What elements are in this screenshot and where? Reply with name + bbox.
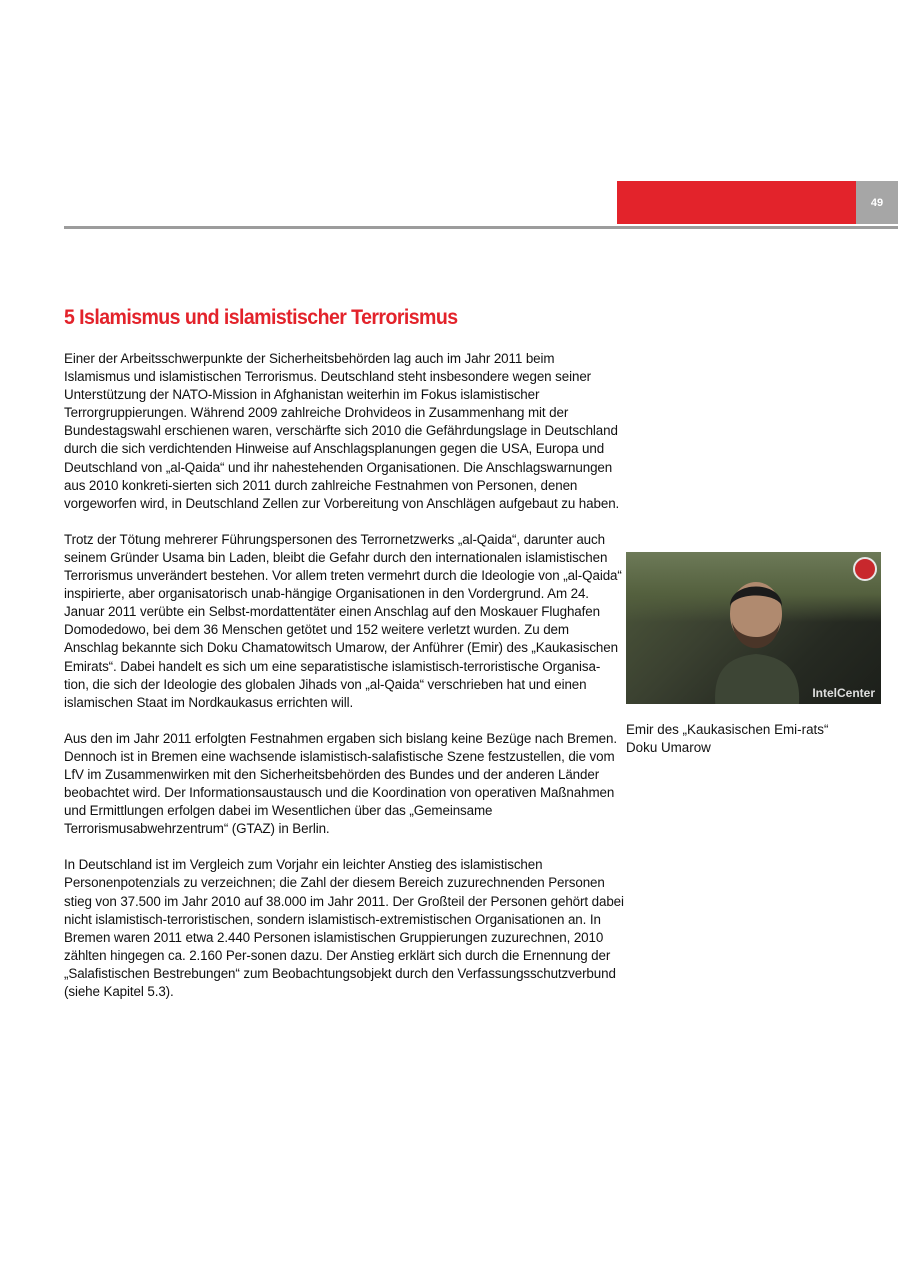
paragraph-2: Trotz der Tötung mehrerer Führungspersonen des Terrornetzwerks „al-Qaida“, darunter auch seinem Gründer Usama bin Laden, bleibt die Gefahr durch den internationalen islamistischen Terrorismus unverändert bestehen. Vor allem treten vermehrt durch die Ideologie von „al-Qaida“ inspirierte, aber organisatorisch unab-hängige Organisationen in den Vordergrund. Am 24. Januar 2011 verübte ein Selbst-mordattentäter einen Anschlag auf den Moskauer Flughafen Domodedowo, bei dem 36 Menschen getötet und 152 weitere verletzt wurden. Zu dem Anschlag bekannte sich Doku Chamatowitsch Umarow, der Anführer (Emir) des „Kaukasischen Emirats“. Dabei handelt es sich um eine separatistische islamistisch-terroristische Organisa-tion, die sich der Ideologie des globalen Jihads von „al-Qaida“ verschrieben hat und einen islamischen Staat im Nordkaukasus errichten will. — [64, 531, 622, 710]
paragraph-4: In Deutschland ist im Vergleich zum Vorjahr ein leichter Anstieg des islamistischen Personenpotenzials zu verzeichnen; die Zahl der diesem Bereich zuzurechnenden Personen stieg von 37.500 im Jahr 2010 auf 38.000 im Jahr 2011. Der Großteil der Personen gehört dabei nicht islamistisch-terroristischen, sondern islamistisch-extremistischen Organisationen an. In Bremen waren 2011 etwa 2.440 Personen islamistischen Gruppierungen zuzurechnen, 2010 zählten hingegen ca. 2.160 Per-sonen dazu. Der Anstieg erklärt sich durch die Ernennung der „Salafistischen Bestrebungen“ zum Beobachtungsobjekt durch den Verfassungsschutzverbund (siehe Kapitel 5.3). — [64, 857, 624, 999]
person-figure — [696, 562, 816, 704]
header-accent-bar — [617, 181, 856, 224]
photo-caption: Emir des „Kaukasischen Emi-rats“ Doku Umarow — [626, 722, 829, 755]
photo-watermark: IntelCenter — [812, 686, 875, 700]
page-number: 49 — [856, 181, 898, 224]
intelcenter-logo-icon — [853, 557, 877, 581]
paragraph-3: Aus den im Jahr 2011 erfolgten Festnahmen ergaben sich bislang keine Bezüge nach Bremen. Dennoch ist in Bremen eine wachsende islamistisch-salafistische Szene festzustellen, die vom LfV im Zusammenwirken mit den Sicherheitsbehörden des Bundes und der anderen Länder beobachtet wird. Der Informationsaustausch und die Koordination von operativen Maßnahmen und Ermittlungen erfolgen dabei im Wesentlichen über das „Gemeinsame Terrorismusabwehrzentrum“ (GTAZ) in Berlin. — [64, 730, 617, 837]
paragraph-1: Einer der Arbeitsschwerpunkte der Sicherheitsbehörden lag auch im Jahr 2011 beim Islamismus und islamistischen Terrorismus. Deutschland steht insbesondere wegen seiner Unterstützung der NATO-Mission in Afghanistan weiterhin im Fokus islamistischer Terrorgruppierungen. Während 2009 zahlreiche Drohvideos in Zusammenhang mit der Bundestagswahl erschienen waren, verschärfte sich 2010 die Gefährdungslage in Deutschland durch die sich verdichtenden Hinweise auf Anschlagsplanungen gegen die USA, Europa und Deutschland von „al-Qaida“ und ihr nahestehenden Organisationen. Die Anschlagswarnungen aus 2010 konkreti-sierten sich 2011 durch zahlreiche Festnahmen von Personen, denen vorgeworfen wird, in Deutschland Zellen zur Vorbereitung von Anschlägen aufgebaut zu haben. — [64, 351, 620, 511]
section-title: 5 Islamismus und islamistischer Terrorismus — [64, 306, 458, 329]
emir-photo — [626, 552, 881, 704]
body-text — [64, 350, 624, 1019]
header-rule — [64, 226, 898, 229]
